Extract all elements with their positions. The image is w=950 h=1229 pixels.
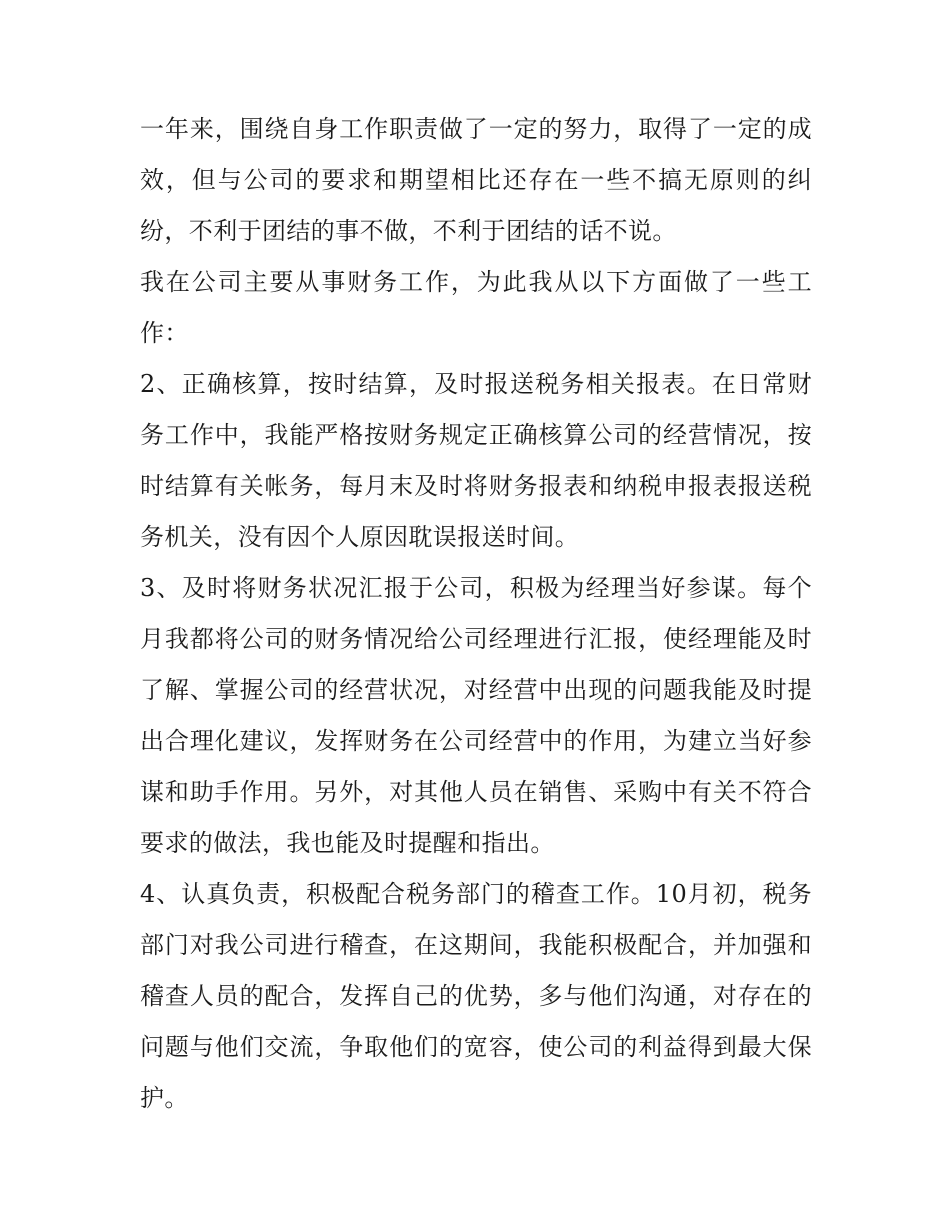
paragraph-item-4: 4、认真负责，积极配合税务部门的稽查工作。10月初，税务部门对我公司进行稽查，在这期间，我能积极配合，并加强和稽查人员的配合，发挥自己的优势，多与他们沟通，对存在的问题与他们交流，争取他们的宽容，使公司的利益得到最大保护。: [140, 880, 812, 1112]
document-body: [140, 104, 812, 1124]
paragraph-intro: 一年来，围绕自身工作职责做了一定的努力，取得了一定的成效，但与公司的要求和期望相比还存在一些不搞无原则的纠纷，不利于团结的事不做，不利于团结的话不说。: [140, 115, 812, 245]
paragraph-item-2: 2、正确核算，按时结算，及时报送税务相关报表。在日常财务工作中，我能严格按财务规定正确核算公司的经营情况，按时结算有关帐务，每月末及时将财务报表和纳税申报表报送税务机关，没有因个人原因耽误报送时间。: [140, 370, 812, 551]
paragraph-work-scope: 我在公司主要从事财务工作，为此我从以下方面做了一些工作：: [140, 268, 812, 347]
paragraph-item-3: 3、及时将财务状况汇报于公司，积极为经理当好参谋。每个月我都将公司的财务情况给公司经理进行汇报，使经理能及时了解、掌握公司的经营状况，对经营中出现的问题我能及时提出合理化建议，发挥财务在公司经营中的作用，为建立当好参谋和助手作用。另外，对其他人员在销售、采购中有关不符合要求的做法，我也能及时提醒和指出。: [140, 574, 812, 857]
